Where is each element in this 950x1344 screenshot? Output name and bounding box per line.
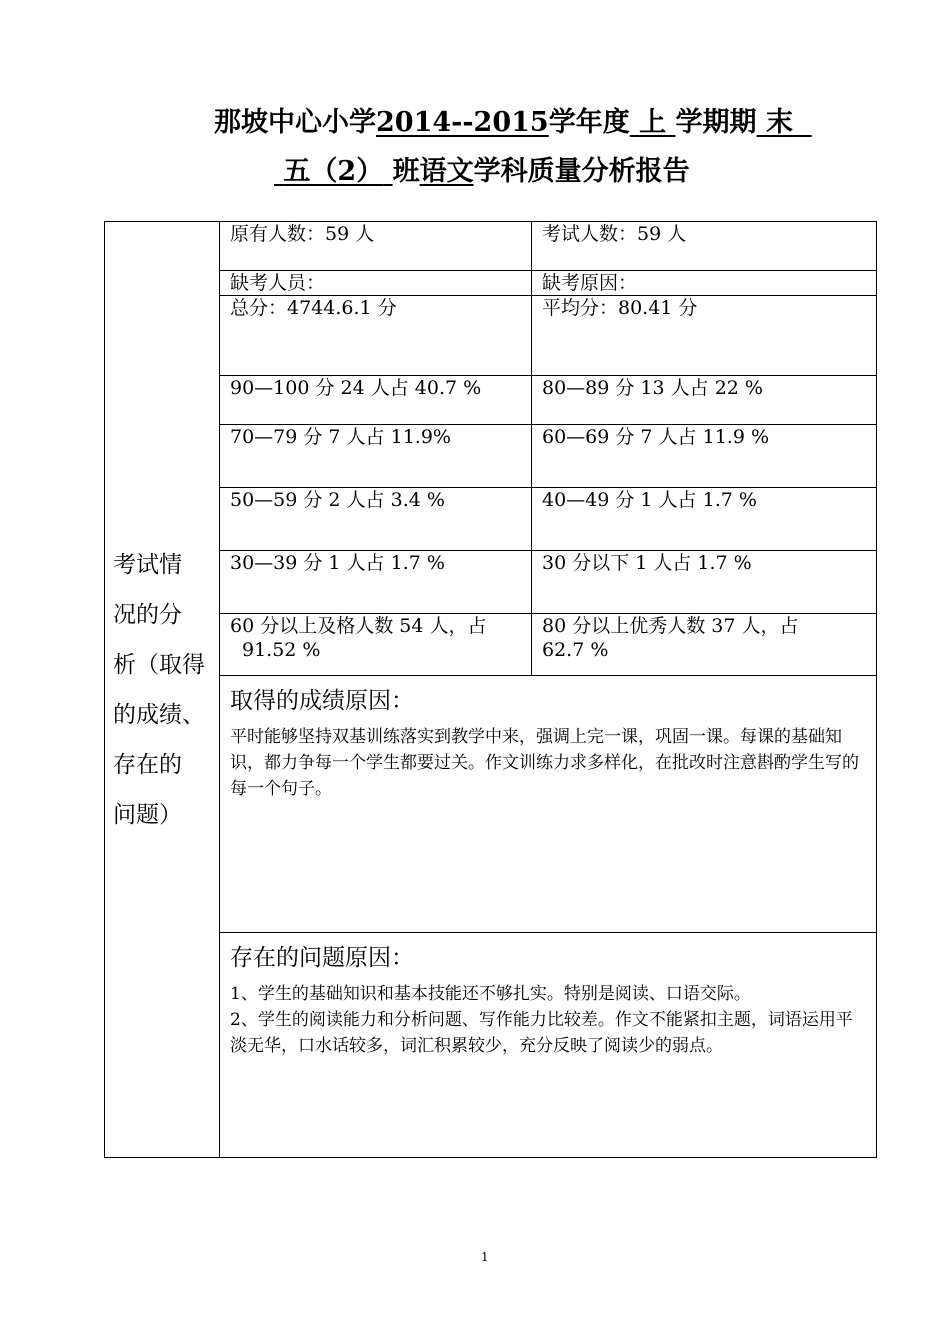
absent-people-cell	[220, 271, 532, 296]
range-40-49: 40—49 分 1 人占 1.7 %	[542, 489, 757, 512]
range-80-89-cell	[532, 376, 877, 425]
excellent-rate-line1: 80 分以上优秀人数 37 人，占	[542, 615, 799, 638]
excellent-rate-cell	[532, 614, 877, 676]
exam-count-cell	[532, 222, 877, 271]
average-score-cell	[532, 296, 877, 376]
report-title-line2	[274, 155, 690, 189]
analysis-heading-line: 的成绩、	[113, 701, 205, 728]
problems-cell	[220, 932, 877, 1157]
problems-body	[230, 981, 866, 1059]
analysis-table	[104, 221, 877, 1158]
term-word: 学期期	[675, 107, 757, 138]
problem-item: 2、学生的阅读能力和分析问题、写作能力比较差。作文不能紧扣主题，词语运用平淡无华，口水话较多，词汇积累较少，充分反映了阅读少的弱点。	[230, 1009, 853, 1056]
average-score: 平均分：80.41 分	[542, 297, 698, 320]
original-count: 原有人数：59 人	[230, 223, 375, 245]
school-year: 2014--2015	[376, 107, 549, 138]
subject-name: 语文	[419, 156, 474, 187]
analysis-heading-line: 问题）	[113, 801, 182, 828]
achievements-body: 平时能够坚持双基训练落实到教学中来，强调上完一课，巩固一课。每课的基础知识，都力争每一个学生都要过关。作文训练力求多样化，在批改时注意斟酌学生写的每一个句子。	[230, 727, 859, 800]
pass-rate-cell	[220, 614, 532, 676]
analysis-heading-line: 考试情	[113, 551, 182, 578]
achievements-title: 取得的成绩原因：	[230, 688, 414, 715]
range-90-100-cell	[220, 376, 532, 425]
term: 上	[639, 107, 667, 138]
total-score: 总分：4744.6.1 分	[230, 297, 397, 320]
range-40-49-cell	[532, 488, 877, 551]
range-below-30-cell	[532, 551, 877, 614]
range-60-69: 60—69 分 7 人占 11.9 %	[542, 426, 769, 449]
absent-reason-cell	[532, 271, 877, 296]
excellent-rate-line2: 62.7 %	[542, 639, 609, 662]
range-50-59: 50—59 分 2 人占 3.4 %	[230, 489, 445, 512]
range-50-59-cell	[220, 488, 532, 551]
pass-rate-line2: 91.52 %	[242, 639, 321, 662]
absent-reason: 缺考原因：	[542, 272, 638, 295]
range-70-79-cell	[220, 425, 532, 488]
total-score-cell	[220, 296, 532, 376]
exam-type: 末	[765, 107, 793, 138]
range-80-89: 80—89 分 13 人占 22 %	[542, 377, 763, 400]
achievements-cell	[220, 676, 877, 932]
analysis-heading-line: 析（取得	[113, 651, 205, 678]
problem-item: 1、学生的基础知识和基本技能还不够扎实。特别是阅读、口语交际。	[230, 983, 751, 1004]
exam-count: 考试人数：59 人	[542, 223, 687, 245]
range-30-39: 30—39 分 1 人占 1.7 %	[230, 552, 445, 575]
report-title-line1	[214, 106, 812, 140]
range-60-69-cell	[532, 425, 877, 488]
pass-rate-line1: 60 分以上及格人数 54 人，占	[230, 615, 487, 638]
range-90-100: 90—100 分 24 人占 40.7 %	[230, 377, 482, 400]
report-title-rest: 学科质量分析报告	[473, 156, 690, 187]
class-name: 五（2）	[283, 156, 384, 187]
analysis-heading-line: 存在的	[113, 751, 182, 778]
range-below-30: 30 分以下 1 人占 1.7 %	[542, 552, 752, 575]
absent-people: 缺考人员：	[230, 272, 326, 295]
page-number: 1	[481, 1250, 489, 1264]
range-30-39-cell	[220, 551, 532, 614]
range-70-79: 70—79 分 7 人占 11.9%	[230, 426, 451, 449]
analysis-heading-cell	[105, 222, 220, 1158]
analysis-heading-line: 况的分	[113, 601, 182, 628]
school-year-word: 学年度	[548, 107, 630, 138]
school-name: 那坡中心小学	[214, 107, 376, 138]
class-word: 班	[392, 156, 420, 187]
problems-title: 存在的问题原因：	[230, 944, 414, 971]
original-count-cell	[220, 222, 532, 271]
